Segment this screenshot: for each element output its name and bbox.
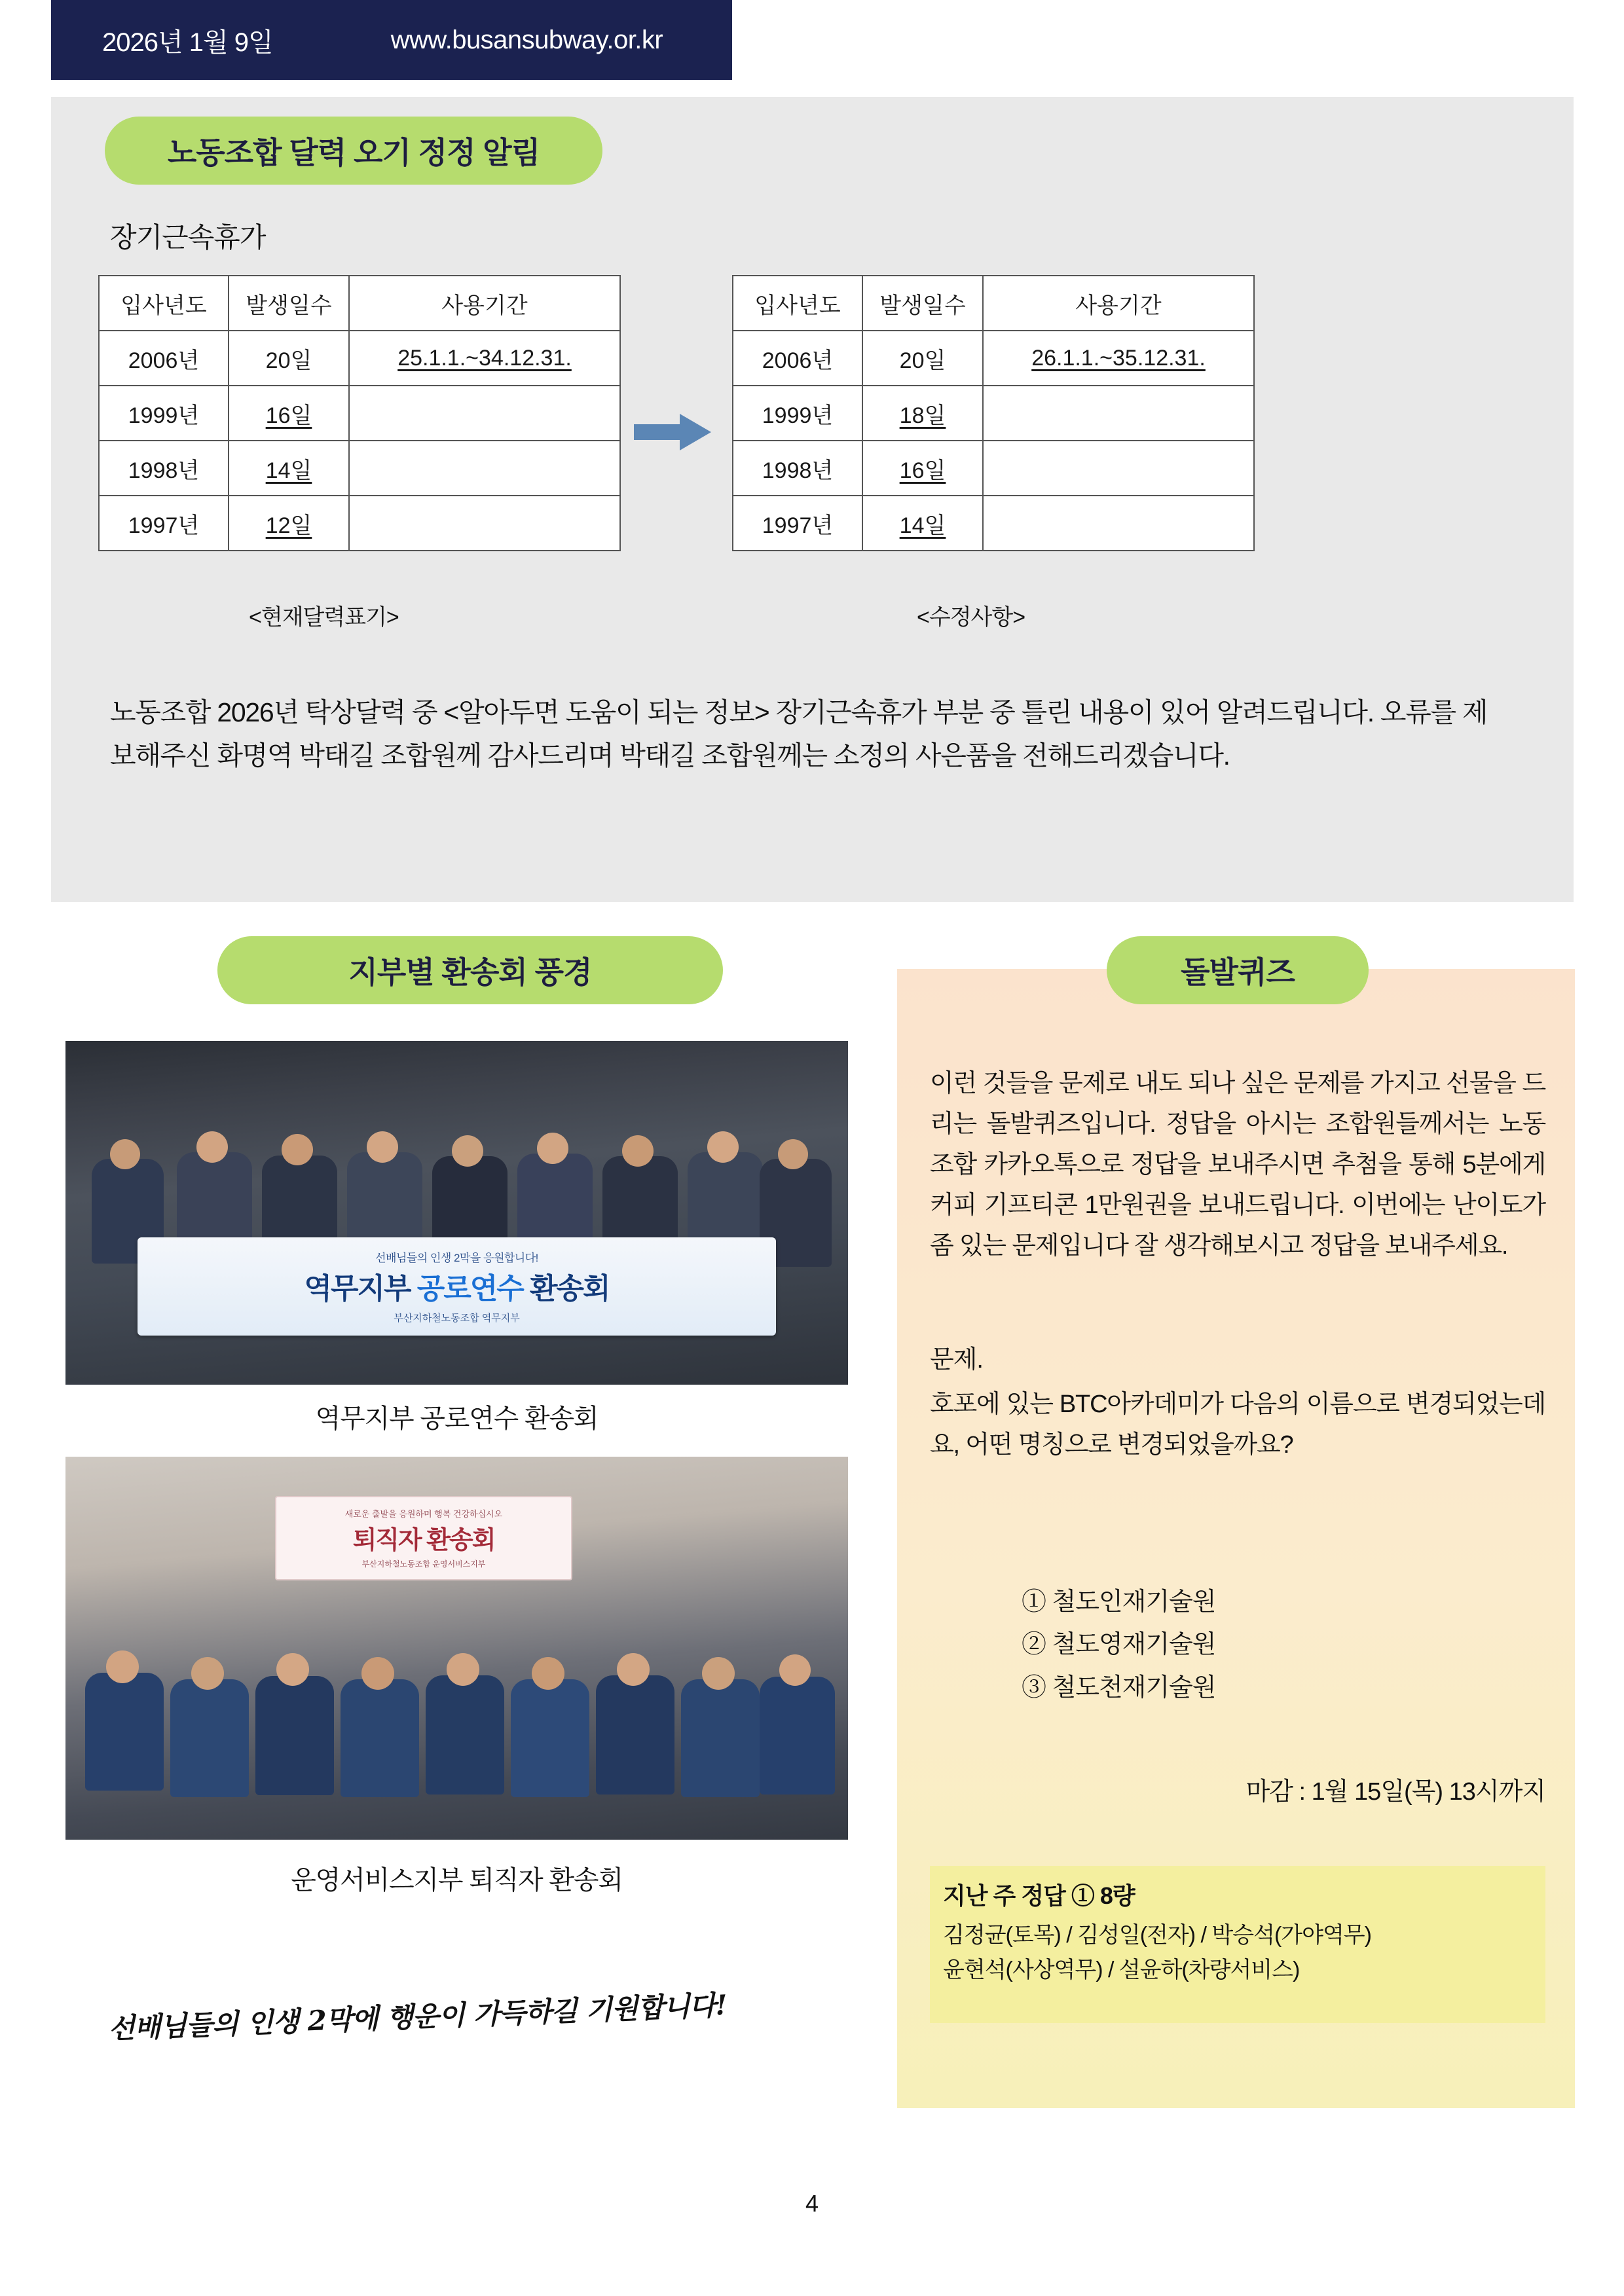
cell-period: 26.1.1.~35.12.31. bbox=[983, 331, 1254, 386]
photo2-banner-org: 부산지하철노동조합 운영서비스지부 bbox=[361, 1559, 486, 1569]
table-row bbox=[99, 331, 620, 386]
photo2-banner-subtext: 새로운 출발을 응원하며 행복 건강하십시오 bbox=[344, 1509, 503, 1519]
cell-year: 1997년 bbox=[733, 496, 862, 551]
cell-period bbox=[983, 496, 1254, 551]
quiz-option-2[interactable]: ② 철도영재기술원 bbox=[1022, 1631, 1216, 1659]
quiz-options-list bbox=[1022, 1581, 1545, 1709]
handwritten-message: 선배님들의 인생 2막에 행운이 가득하길 기원합니다! bbox=[107, 1988, 728, 2045]
long-service-leave-subtitle: 장기근속휴가 bbox=[110, 222, 266, 253]
table-row bbox=[99, 386, 620, 441]
cell-days: 14일 bbox=[229, 441, 349, 496]
photo1-banner-main: 역무지부 공로연수 환송회 bbox=[304, 1273, 610, 1305]
cell-period bbox=[983, 441, 1254, 496]
cell-period bbox=[349, 496, 620, 551]
table-header-row bbox=[733, 276, 1254, 331]
col-header-days: 발생일수 bbox=[229, 276, 349, 331]
photo1-banner bbox=[138, 1237, 776, 1336]
photo2-banner bbox=[275, 1496, 572, 1580]
winners-line-2: 윤현석(사상역무) / 설윤하(차량서비스) bbox=[943, 1957, 1300, 1982]
arrow-right-icon bbox=[634, 412, 712, 452]
cell-period bbox=[349, 386, 620, 441]
cell-period: 25.1.1.~34.12.31. bbox=[349, 331, 620, 386]
photo1-caption: 역무지부 공로연수 환송회 bbox=[315, 1404, 599, 1433]
table-row bbox=[99, 496, 620, 551]
photo-farewell-operations-division bbox=[65, 1457, 848, 1840]
header-date: 2026년 1월 9일 bbox=[102, 27, 273, 57]
page-number: 4 bbox=[805, 2190, 819, 2217]
table-row bbox=[733, 496, 1254, 551]
col-header-year: 입사년도 bbox=[99, 276, 229, 331]
cell-year: 1998년 bbox=[733, 441, 862, 496]
correction-body-text: 노동조합 2026년 탁상달력 중 <알아두면 도움이 되는 정보> 장기근속휴가 부분 중 틀린 내용이 있어 알려드립니다. 오류를 제보해주신 화명역 박태길 조합원께 감사드리며 박태길 조합원께는 소정의 사은품을 전해드리겠습니다. bbox=[110, 697, 1488, 771]
col-header-days: 발생일수 bbox=[862, 276, 983, 331]
winners-line-1: 김정균(토목) / 김성일(전자) / 박승석(가야역무) bbox=[943, 1923, 1371, 1948]
table-header-row bbox=[99, 276, 620, 331]
table-current-calendar bbox=[98, 275, 621, 551]
quiz-question-text: 호포에 있는 BTC아카데미가 다음의 이름으로 변경되었는데요, 어떤 명칭으로 변경되었을까요? bbox=[930, 1391, 1545, 1459]
cell-days: 16일 bbox=[862, 441, 983, 496]
cell-year: 1999년 bbox=[733, 386, 862, 441]
quiz-intro-text: 이런 것들을 문제로 내도 되나 싶은 문제를 가지고 선물을 드리는 돌발퀴즈입니다. 정답을 아시는 조합원들께서는 노동조합 카카오톡으로 정답을 보내주시면 추첨을 통해 5분에게 커피 기프티콘 1만원권을 보내드립니다. 이번에는 난이도가 좀 있는 문제입니다 잘 생각해보시고 정답을 보내주세요. bbox=[930, 1070, 1545, 1260]
quiz-section-title: 돌발퀴즈 bbox=[1107, 936, 1369, 1004]
caption-current-table: <현재달력표기> bbox=[249, 605, 399, 630]
caption-revised-table: <수정사항> bbox=[917, 605, 1025, 630]
table-row bbox=[99, 441, 620, 496]
cell-year: 2006년 bbox=[99, 331, 229, 386]
cell-days: 20일 bbox=[229, 331, 349, 386]
table-row bbox=[733, 386, 1254, 441]
photo-farewell-station-division bbox=[65, 1041, 848, 1385]
photos-section-title: 지부별 환송회 풍경 bbox=[217, 936, 723, 1004]
cell-days: 20일 bbox=[862, 331, 983, 386]
col-header-period: 사용기간 bbox=[983, 276, 1254, 331]
page-header-bar bbox=[51, 0, 732, 80]
cell-days: 16일 bbox=[229, 386, 349, 441]
table-row bbox=[733, 331, 1254, 386]
cell-year: 2006년 bbox=[733, 331, 862, 386]
quiz-deadline-text: 마감 : 1월 15일(목) 13시까지 bbox=[1246, 1778, 1545, 1806]
table-revised-calendar bbox=[732, 275, 1255, 551]
cell-days: 18일 bbox=[862, 386, 983, 441]
cell-year: 1997년 bbox=[99, 496, 229, 551]
photo2-caption: 운영서비스지부 퇴직자 환송회 bbox=[291, 1866, 623, 1895]
photo1-banner-org: 부산지하철노동조합 역무지부 bbox=[394, 1313, 520, 1324]
photo1-banner-subtext: 선배님들의 인생 2막을 응원합니다! bbox=[375, 1252, 538, 1264]
cell-days: 14일 bbox=[862, 496, 983, 551]
table-row bbox=[733, 441, 1254, 496]
col-header-period: 사용기간 bbox=[349, 276, 620, 331]
cell-days: 12일 bbox=[229, 496, 349, 551]
correction-section-title: 노동조합 달력 오기 정정 알림 bbox=[105, 117, 602, 185]
cell-period bbox=[983, 386, 1254, 441]
cell-year: 1999년 bbox=[99, 386, 229, 441]
cell-year: 1998년 bbox=[99, 441, 229, 496]
previous-answer-title: 지난 주 정답 ① 8량 bbox=[943, 1882, 1135, 1909]
previous-answer-winners bbox=[943, 1918, 1539, 1987]
quiz-option-3[interactable]: ③ 철도천재기술원 bbox=[1022, 1673, 1216, 1702]
header-website-url: www.busansubway.or.kr bbox=[390, 25, 663, 54]
photo2-banner-main: 퇴직자 환송회 bbox=[352, 1527, 495, 1554]
quiz-question-label: 문제. bbox=[930, 1346, 983, 1374]
col-header-year: 입사년도 bbox=[733, 276, 862, 331]
cell-period bbox=[349, 441, 620, 496]
quiz-option-1[interactable]: ① 철도인재기술원 bbox=[1022, 1588, 1216, 1616]
